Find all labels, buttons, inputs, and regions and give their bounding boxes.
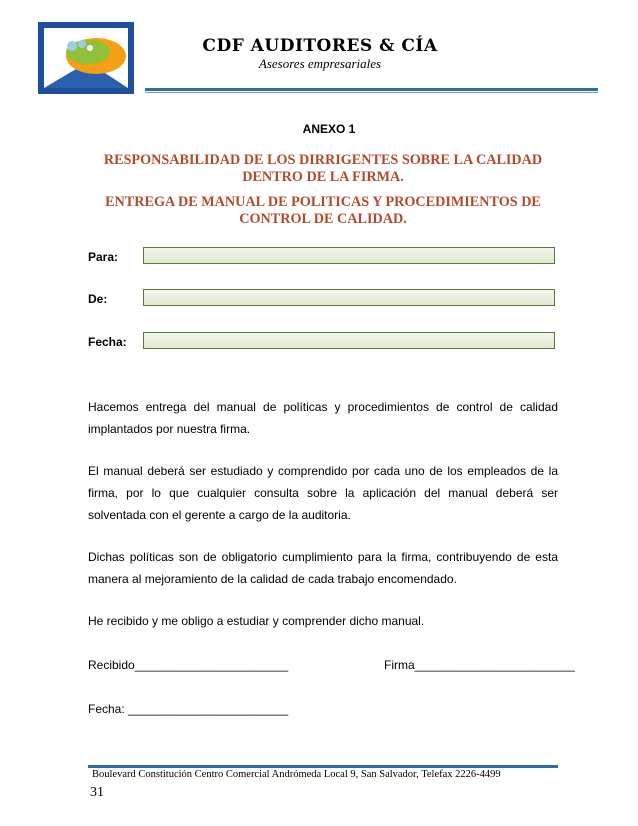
page-number: 31 — [90, 785, 104, 800]
received-line: Recibido_______________________ — [88, 658, 289, 672]
paragraph-delivery: Hacemos entrega del manual de políticas y procedimientos de control de calidad implantados por nuestra firma. — [88, 400, 558, 436]
para-label: Para: — [88, 250, 119, 264]
header-rule — [145, 88, 598, 91]
company-tagline: Asesores empresariales — [258, 56, 382, 71]
de-label: De: — [88, 292, 108, 306]
annex-title: ANEXO 1 — [302, 122, 356, 136]
company-name: CDF AUDITORES & CÍA — [202, 36, 438, 56]
paragraph-acknowledgement: He recibido y me obligo a estudiar y comprender dicho manual. — [88, 614, 425, 628]
section-title-responsibility: RESPONSABILIDAD DE LOS DIRRIGENTES SOBRE LA CALIDAD DENTRO DE LA FIRMA. — [103, 152, 543, 185]
footer-address: Boulevard Constitución Centro Comercial Andrómeda Local 9, San Salvador, Telefax 2226-4499 — [92, 769, 501, 780]
footer-rule — [88, 765, 558, 768]
paragraph-study: El manual deberá ser estudiado y comprendido por cada uno de los empleados de la firma, por lo que cualquier consulta sobre la aplicación del manual deberá ser solventada con el gerente a cargo de la auditoria. — [88, 464, 558, 522]
signature-line: Firma________________________ — [384, 658, 575, 672]
paragraph-obligation: Dichas políticas son de obligatorio cumplimiento para la firma, contribuyendo de esta manera al mejoramiento de la calidad de cada trabajo encomendado. — [88, 550, 558, 586]
header-rule-thin — [145, 92, 598, 93]
fecha-field[interactable] — [143, 332, 555, 349]
fecha-label: Fecha: — [88, 335, 127, 349]
de-field[interactable] — [143, 289, 555, 306]
company-logo — [38, 22, 134, 94]
section-title-manual-delivery: ENTREGA DE MANUAL DE POLITICAS Y PROCEDIMIENTOS DE CONTROL DE CALIDAD. — [105, 194, 541, 227]
para-field[interactable] — [143, 247, 555, 264]
date-line: Fecha: ________________________ — [88, 702, 289, 716]
